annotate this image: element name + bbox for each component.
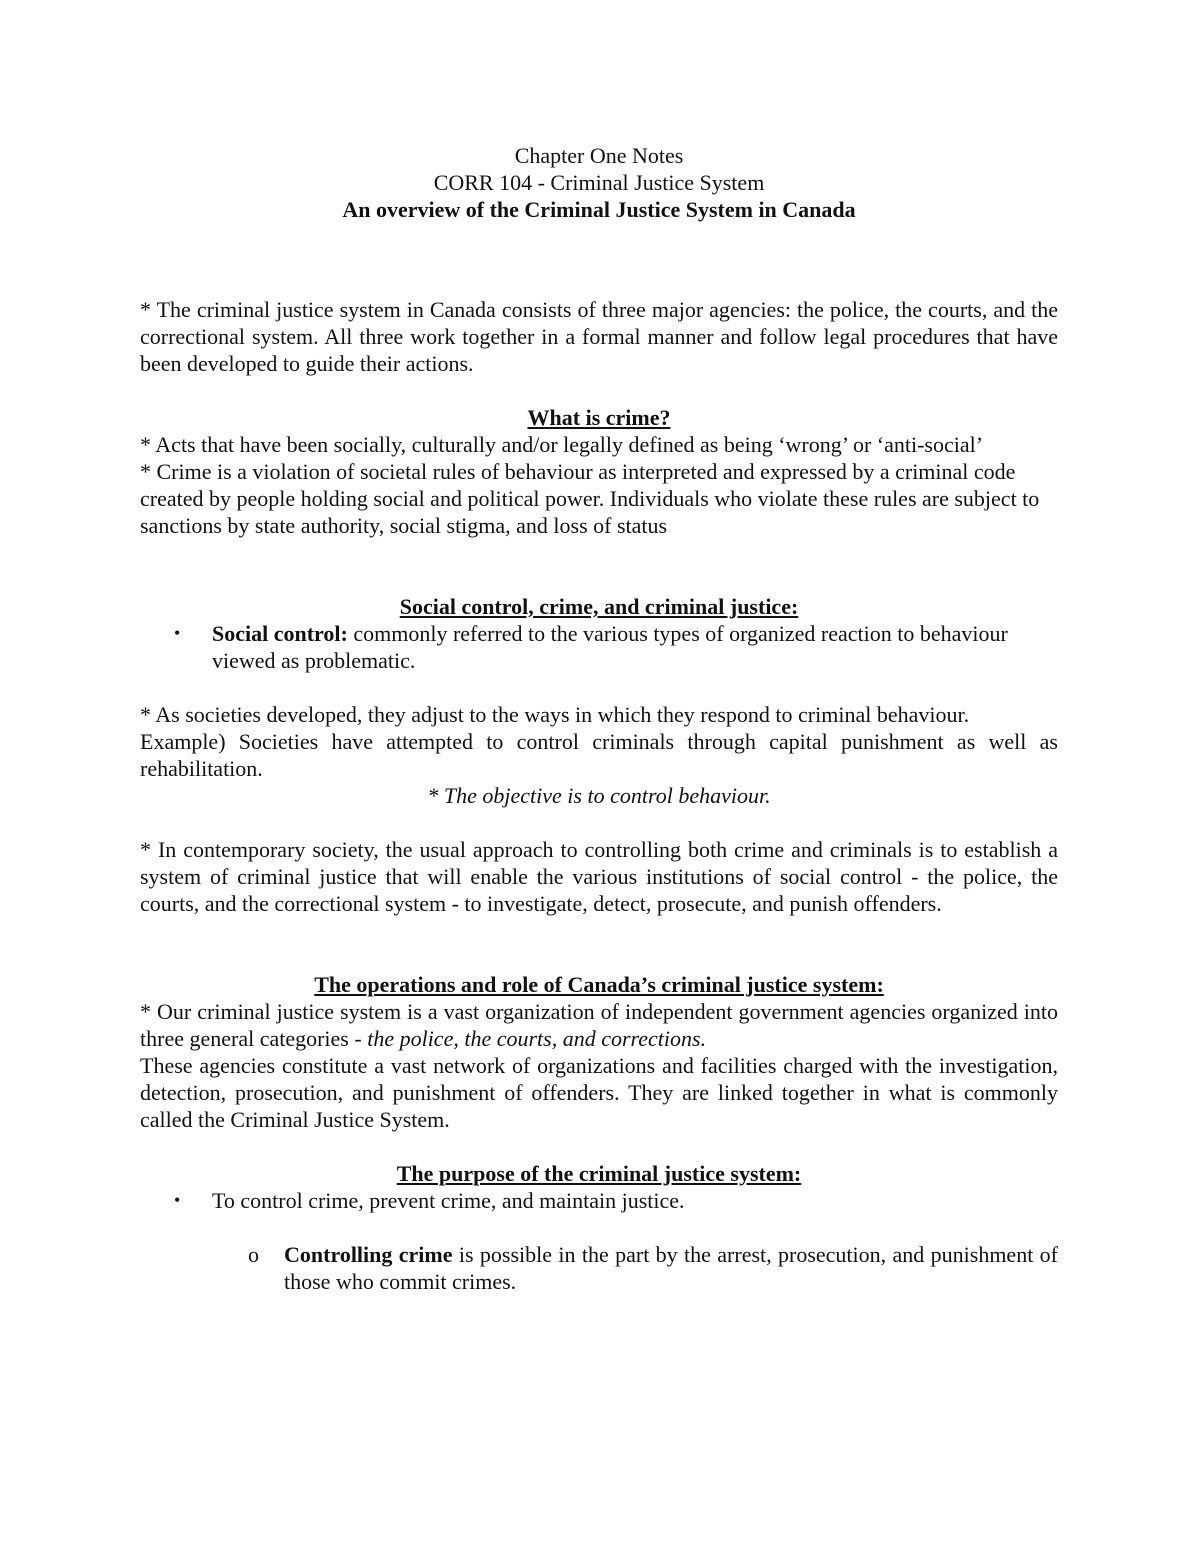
document-title: An overview of the Criminal Justice System in Canada (342, 197, 856, 222)
operations-text: * Our criminal justice system is a vast organization of independent government agencies organized into three general categories - (140, 999, 1058, 1051)
chapter-label: Chapter One Notes (514, 143, 684, 168)
societies-example-paragraph: Example) Societies have attempted to control criminals through capital punishment as well as rehabilitation. (140, 729, 1058, 781)
operations-paragraph-2: These agencies constitute a vast network of organizations and facilities charged with the investigation, detection, prosecution, and punishment of offenders. They are linked together in what is commonly called the Criminal Justice System. (140, 1053, 1058, 1132)
section-heading-purpose: The purpose of the criminal justice system: (396, 1161, 802, 1186)
bullet-text: commonly referred to the various types of organized reaction to behaviour viewed as problematic. (212, 621, 1008, 673)
objective-line: * The objective is to control behaviour. (427, 783, 771, 808)
course-label: CORR 104 - Criminal Justice System (433, 170, 765, 195)
operations-paragraph-1 (140, 998, 1058, 1052)
bullet-icon: • (174, 623, 181, 643)
crime-violation-paragraph: * Crime is a violation of societal rules of behaviour as interpreted and expressed by a criminal code created by people holding social and political power. Individuals who violate these rules are subject to sanctions by state authority, social stigma, and loss of status (140, 459, 1040, 538)
section-heading-social-control: Social control, crime, and criminal justice: (399, 594, 799, 619)
bullet-text: To control crime, prevent crime, and maintain justice. (212, 1188, 685, 1213)
sub-bullet-text: is possible in the part by the arrest, prosecution, and punishment of those who commit crimes. (284, 1242, 1059, 1294)
list-item-social-control (140, 620, 1058, 674)
section-heading-what-is-crime: What is crime? (527, 405, 671, 430)
operations-categories: the police, the courts, and corrections. (367, 1026, 707, 1051)
sub-bullet-term: Controlling crime (284, 1242, 453, 1267)
intro-paragraph: * The criminal justice system in Canada consists of three major agencies: the police, the courts, and the correctional system. All three work together in a formal manner and follow legal procedures that have been developed to guide their actions. (140, 297, 1058, 376)
document-page (140, 142, 1058, 1295)
bullet-icon: • (174, 1190, 181, 1210)
list-item-purpose (140, 1187, 1058, 1214)
societies-developed-line: * As societies developed, they adjust to the ways in which they respond to criminal behaviour. (140, 702, 970, 727)
crime-definition-line: * Acts that have been socially, culturally and/or legally defined as being ‘wrong’ or ‘anti-social’ (140, 432, 984, 457)
contemporary-society-paragraph: * In contemporary society, the usual approach to controlling both crime and criminals is to establish a system of criminal justice that will enable the various institutions of social control - the police, the courts, and the correctional system - to investigate, detect, prosecute, and punish offenders. (140, 837, 1058, 916)
list-item-controlling-crime (140, 1241, 1058, 1295)
section-heading-operations: The operations and role of Canada’s criminal justice system: (314, 972, 884, 997)
bullet-term: Social control: (212, 621, 348, 646)
circle-bullet-icon: o (248, 1242, 259, 1267)
